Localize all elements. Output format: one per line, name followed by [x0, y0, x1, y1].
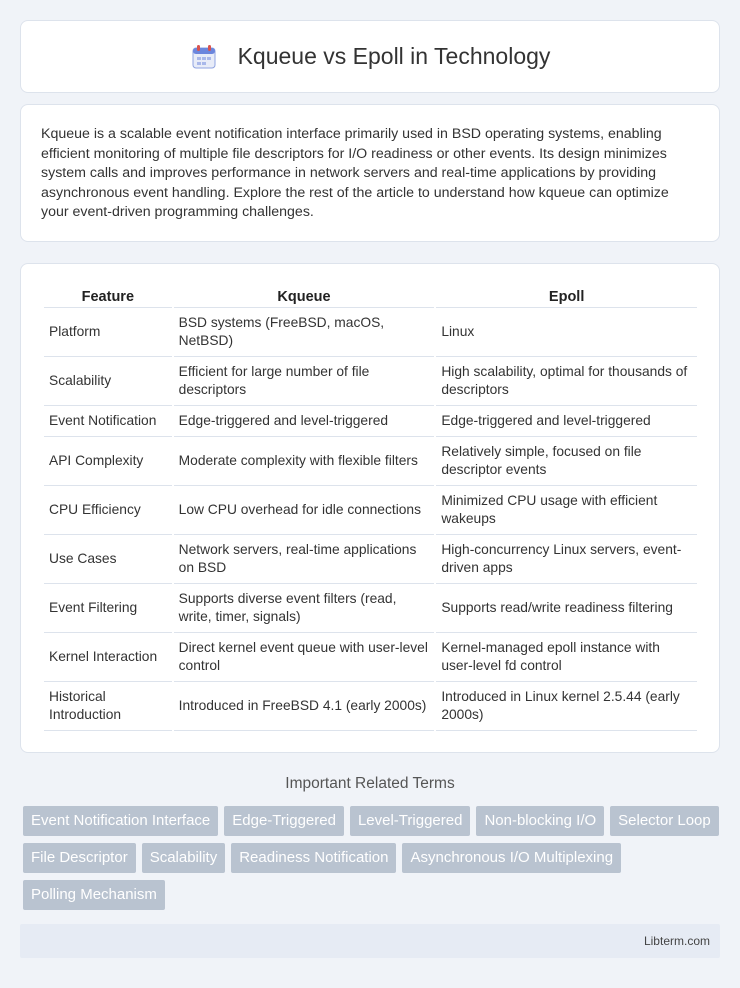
- intro-card: [20, 104, 720, 242]
- epoll-cell: Relatively simple, focused on file descriptor events: [436, 437, 697, 486]
- column-header: Epoll: [436, 284, 697, 308]
- header-card: [20, 20, 720, 93]
- feature-cell: CPU Efficiency: [44, 486, 172, 535]
- kqueue-cell: Efficient for large number of file descriptors: [174, 357, 435, 406]
- calendar-icon: [190, 43, 218, 71]
- term-tag[interactable]: Asynchronous I/O Multiplexing: [402, 843, 621, 873]
- column-header: Kqueue: [174, 284, 435, 308]
- column-header: Feature: [44, 284, 172, 308]
- epoll-cell: Linux: [436, 308, 697, 357]
- table-row: [44, 682, 697, 731]
- term-tag[interactable]: Scalability: [142, 843, 226, 873]
- kqueue-cell: Introduced in FreeBSD 4.1 (early 2000s): [174, 682, 435, 731]
- feature-cell: API Complexity: [44, 437, 172, 486]
- table-row: [44, 633, 697, 682]
- kqueue-cell: Edge-triggered and level-triggered: [174, 406, 435, 437]
- comparison-table: [42, 284, 699, 731]
- table-row: [44, 357, 697, 406]
- kqueue-cell: Low CPU overhead for idle connections: [174, 486, 435, 535]
- footer-site-link[interactable]: Libterm.com: [643, 934, 710, 948]
- epoll-cell: Edge-triggered and level-triggered: [436, 406, 697, 437]
- term-tag[interactable]: Readiness Notification: [231, 843, 396, 873]
- table-row: [44, 308, 697, 357]
- table-row: [44, 535, 697, 584]
- kqueue-cell: Direct kernel event queue with user-level control: [174, 633, 435, 682]
- feature-cell: Event Notification: [44, 406, 172, 437]
- feature-cell: Event Filtering: [44, 584, 172, 633]
- epoll-cell: Introduced in Linux kernel 2.5.44 (early 2000s): [436, 682, 697, 731]
- kqueue-cell: BSD systems (FreeBSD, macOS, NetBSD): [174, 308, 435, 357]
- feature-cell: Kernel Interaction: [44, 633, 172, 682]
- table-row: [44, 486, 697, 535]
- epoll-cell: Supports read/write readiness filtering: [436, 584, 697, 633]
- epoll-cell: Minimized CPU usage with efficient wakeups: [436, 486, 697, 535]
- table-row: [44, 584, 697, 633]
- feature-cell: Use Cases: [44, 535, 172, 584]
- feature-cell: Scalability: [44, 357, 172, 406]
- feature-cell: Platform: [44, 308, 172, 357]
- feature-cell: Historical Introduction: [44, 682, 172, 731]
- term-tag[interactable]: Polling Mechanism: [23, 880, 165, 910]
- related-terms-title: Important Related Terms: [285, 775, 455, 792]
- epoll-cell: Kernel-managed epoll instance with user-level fd control: [436, 633, 697, 682]
- kqueue-cell: Supports diverse event filters (read, write, timer, signals): [174, 584, 435, 633]
- term-tag[interactable]: File Descriptor: [23, 843, 136, 873]
- intro-text: Kqueue is a scalable event notification interface primarily used in BSD operating systems, enabling efficient monitoring of multiple file descriptors for I/O readiness or other events. Its design minimizes system calls and improves performance in network servers and real-time applications by providing asynchronous event handling. Explore the rest of the article to understand how kqueue can optimize your event-driven programming challenges.: [41, 126, 669, 221]
- comparison-table-card: [20, 263, 720, 753]
- term-tag[interactable]: Non-blocking I/O: [476, 806, 604, 836]
- related-terms-list: [23, 806, 723, 910]
- page-title: Kqueue vs Epoll in Technology: [237, 43, 551, 69]
- epoll-cell: High scalability, optimal for thousands of descriptors: [436, 357, 697, 406]
- kqueue-cell: Moderate complexity with flexible filters: [174, 437, 435, 486]
- table-row: [44, 437, 697, 486]
- term-tag[interactable]: Level-Triggered: [350, 806, 471, 836]
- footer: [20, 924, 720, 958]
- term-tag[interactable]: Event Notification Interface: [23, 806, 218, 836]
- table-row: [44, 406, 697, 437]
- term-tag[interactable]: Selector Loop: [610, 806, 719, 836]
- kqueue-cell: Network servers, real-time applications on BSD: [174, 535, 435, 584]
- term-tag[interactable]: Edge-Triggered: [224, 806, 344, 836]
- epoll-cell: High-concurrency Linux servers, event-driven apps: [436, 535, 697, 584]
